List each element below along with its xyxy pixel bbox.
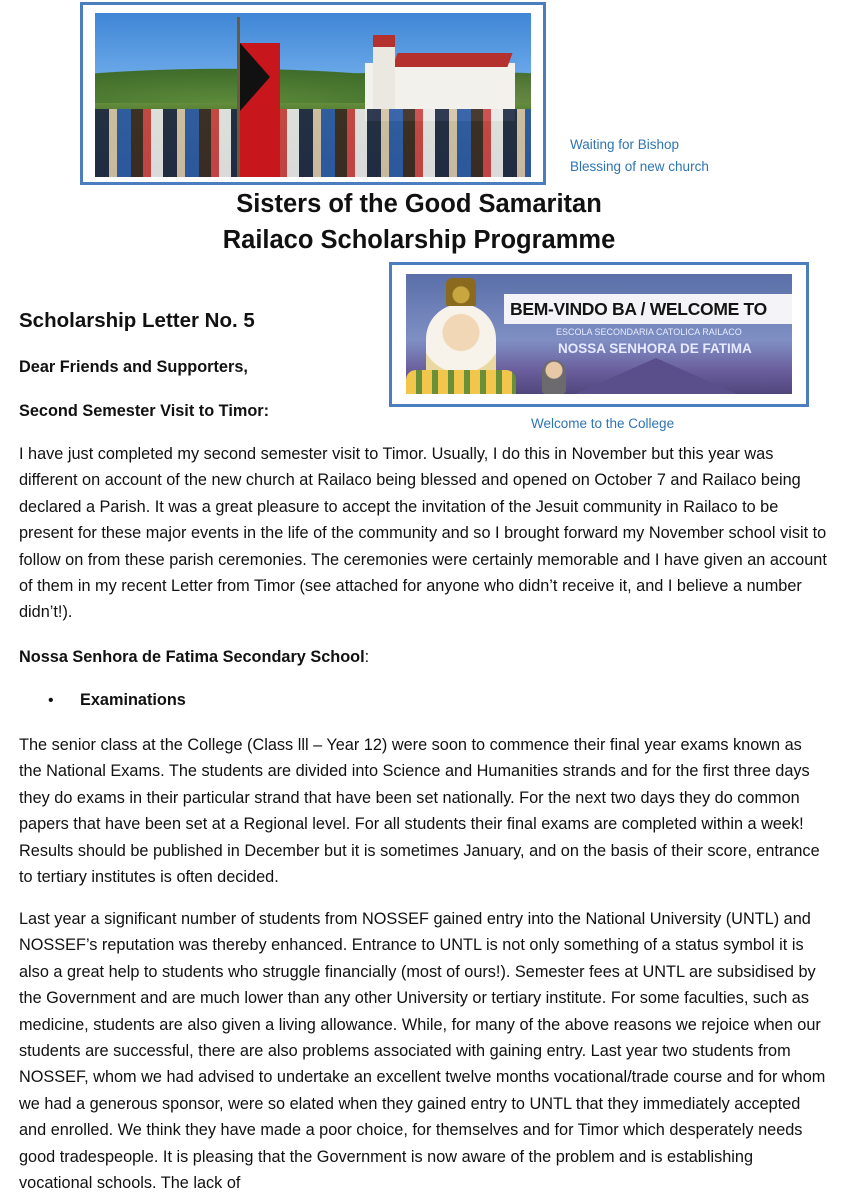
title-line-programme: Railaco Scholarship Programme	[222, 226, 616, 254]
photo-timor-flag-triangle	[240, 43, 270, 111]
paragraph-visit: I have just completed my second semester visit to Timor. Usually, I do this in November but this year was different on account of the new church at Railaco being blessed and opened on October 7 and Railaco being declared a Parish. It was a great pleasure to accept the invitation of the Jesuit community in Railaco to be present for these major events in the life of the community and so I brought forward my November school visit to follow on from these parish ceremonies. The ceremonies were certainly memorable and I have given an account of them in my recent Letter from Timor (see attached for anyone who didn’t receive it, and I believe a number didn’t!).	[19, 445, 827, 622]
photo-flowers	[406, 370, 516, 394]
banner-mountain-graphic	[566, 358, 746, 394]
title-line-organisation: Sisters of the Good Samaritan	[236, 190, 602, 218]
welcome-banner-photo	[406, 274, 792, 394]
welcome-photo-caption: Welcome to the College	[531, 416, 675, 431]
page-title	[0, 186, 838, 258]
photo-statue-crown	[446, 278, 476, 306]
photo-church-roof	[392, 53, 512, 67]
school-heading-text: Nossa Senhora de Fatima Secondary School	[19, 648, 365, 666]
photo-crowd	[95, 109, 531, 177]
banner-school-name: NOSSA SENHORA DE FATIMA	[558, 341, 752, 356]
school-heading-colon: :	[364, 648, 370, 666]
photo-person	[542, 360, 566, 394]
bullet-examinations: Examinations	[80, 691, 186, 709]
welcome-photo-frame	[389, 262, 809, 407]
banner-welcome-text: BEM-VINDO BA / WELCOME TO	[510, 299, 767, 319]
section-heading-visit: Second Semester Visit to Timor:	[19, 402, 270, 420]
paragraph-untl: Last year a significant number of students from NOSSEF gained entry into the National University (UNTL) and NOSSEF’s reputation was thereby enhanced. Entrance to UNTL is not only something of a status symbol it is also a great help to students who struggle financially (most of ours!). Semester fees at UNTL are subsidised by the Government and are much lower than any other University or tertiary institute. For some faculties, such as medicine, students are also given a living allowance. While, for many of the above reasons we rejoice when our students are successful, there are also problems associated with gaining entry. Last year two students from NOSSEF, whom we had advised to undertake an excellent twelve months vocational/trade course and for whom we had a generous sponsor, were so elated when they gained entry to UNTL that they immediately accepted and enrolled. We think they have made a poor choice, for themselves and for Timor which desperately needs good tradespeople. It is pleasing that the Government is now aware of the problem and is establishing vocational schools. The lack of	[19, 910, 826, 1193]
bullet-symbol: •	[48, 692, 54, 709]
letter-greeting: Dear Friends and Supporters,	[19, 358, 248, 376]
caption-line: Blessing of new church	[570, 159, 709, 174]
church-photo-caption	[570, 134, 750, 178]
photo-church-tower-roof	[373, 35, 395, 47]
church-photo-frame	[80, 2, 546, 185]
letter-heading: Scholarship Letter No. 5	[19, 309, 255, 332]
section-heading-school	[19, 646, 369, 668]
banner-school-text: ESCOLA SECONDARIA CATOLICA RAILACO	[556, 327, 742, 337]
church-blessing-photo	[95, 13, 531, 177]
paragraph-exams: The senior class at the College (Class lll – Year 12) were soon to commence their final year exams known as the National Exams. The students are divided into Science and Humanities strands and for the first three days they do exams in their particular strand that have been set nationally. For the next two days they do common papers that have been set at a Regional level. For all students their final exams are completed within a week! Results should be published in December but it is sometimes January, and on the basis of their score, entrance to tertiary institutes is often decided.	[19, 736, 820, 887]
caption-line: Waiting for Bishop	[570, 137, 680, 152]
